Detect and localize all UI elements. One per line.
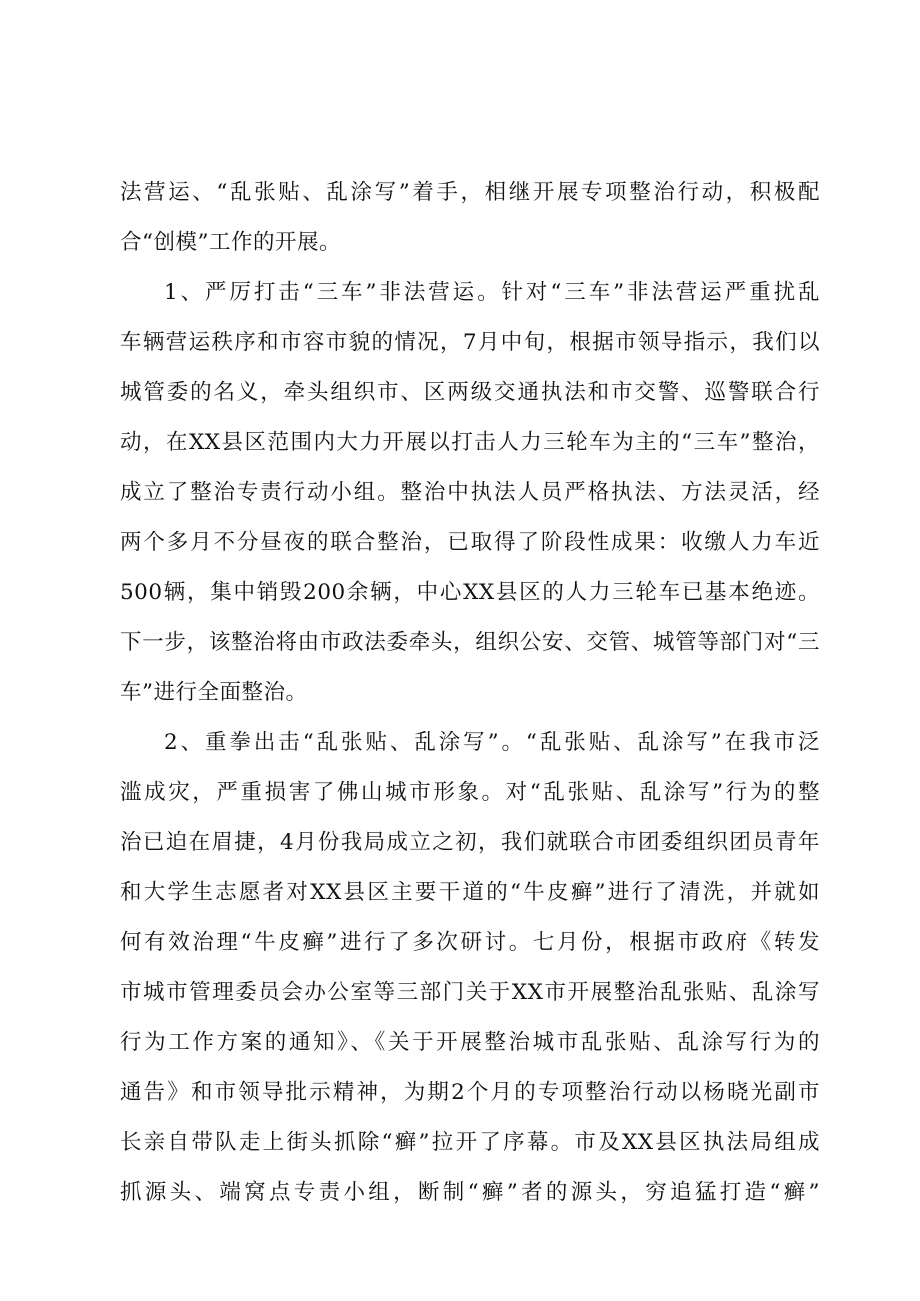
text-line: 行为工作方案的通知》、《关于开展整治城市乱张贴、乱涂写行为的: [120, 1030, 820, 1055]
document-body: [120, 168, 820, 1218]
text-line: 滥成灾，严重损害了佛山城市形象。对“乱张贴、乱涂写”行为的整: [120, 780, 820, 805]
text-line: 城管委的名义，牵头组织市、区两级交通执法和市交警、巡警联合行: [120, 380, 820, 405]
text-line: 何有效治理“牛皮癣”进行了多次研讨。七月份，根据市政府《转发: [120, 930, 820, 955]
text-line: 长亲自带队走上街头抓除“癣”拉开了序幕。市及XX县区执法局组成: [120, 1130, 820, 1155]
text-line: 治已迫在眉捷，4月份我局成立之初，我们就联合市团委组织团员青年: [120, 830, 820, 855]
paragraph-start-line: 1、严厉打击“三车”非法营运。针对“三车”非法营运严重扰乱: [164, 280, 820, 305]
paragraph-start-line: 2、重拳出击“乱张贴、乱涂写”。“乱张贴、乱涂写”在我市泛: [164, 730, 820, 755]
text-line: 市城市管理委员会办公室等三部门关于XX市开展整治乱张贴、乱涂写: [120, 980, 820, 1005]
text-line: 法营运、“乱张贴、乱涂写”着手，相继开展专项整治行动，积极配: [120, 180, 820, 205]
text-line: 通告》和市领导批示精神，为期2个月的专项整治行动以杨晓光副市: [120, 1080, 820, 1105]
text-line: 500辆，集中销毁200余辆，中心XX县区的人力三轮车已基本绝迹。: [120, 580, 820, 605]
text-line: 下一步，该整治将由市政法委牵头，组织公安、交管、城管等部门对“三: [120, 630, 820, 655]
text-line: 合“创模”工作的开展。: [120, 230, 341, 255]
text-line: 成立了整治专责行动小组。整治中执法人员严格执法、方法灵活，经: [120, 480, 820, 505]
text-line: 抓源头、端窝点专责小组，断制“癣”者的源头，穷追猛打造“癣”: [120, 1180, 820, 1205]
text-line: 两个多月不分昼夜的联合整治，已取得了阶段性成果：收缴人力车近: [120, 530, 820, 555]
text-line: 动，在XX县区范围内大力开展以打击人力三轮车为主的“三车”整治，: [120, 430, 820, 455]
text-line: 和大学生志愿者对XX县区主要干道的“牛皮癣”进行了清洗，并就如: [120, 880, 820, 905]
text-line: 车辆营运秩序和市容市貌的情况，7月中旬，根据市领导指示，我们以: [120, 330, 820, 355]
text-line: 车”进行全面整治。: [120, 680, 308, 705]
